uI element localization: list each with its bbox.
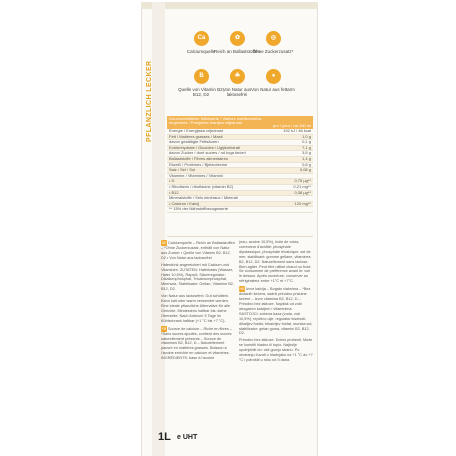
nutrition-row-value: 1,0 g xyxy=(302,133,311,139)
nutrition-row-name: Ballaststoffe / Fibres alimentaires xyxy=(169,155,228,161)
top-seam xyxy=(141,2,318,9)
fiber-icon: ✿ xyxy=(230,31,245,46)
nutrition-row-name: Energie / Energijska vrijednost xyxy=(169,128,224,133)
ingredients-paragraph xyxy=(161,240,235,261)
nutrition-header-title: Durchschnittliche Nährwerte / Valeurs nutritionnelles moyennes / Prosječna hranjiva vrijednost xyxy=(169,116,262,126)
icon-label-no-sugar: Ohne Zuckerzusatz* xyxy=(252,49,294,54)
nutrition-row-value: 1,4 g xyxy=(302,155,311,161)
nutrition-row-value: 192 kJ / 46 kcal xyxy=(283,128,311,133)
nutrition-row-value: 3,5 g xyxy=(302,150,311,156)
nutrition-rows xyxy=(167,129,313,213)
nutrition-row-value: 0,1 g xyxy=(302,139,311,145)
ingredients-paragraph xyxy=(239,286,313,336)
ingredients-right-column xyxy=(239,240,313,365)
icon-label-calcium: Calciumquelle xyxy=(186,49,216,54)
nutrition-row-name: Eiweiß / Protéines / Bjelančevine xyxy=(169,161,228,167)
ingredients-text: Von Natur aus lactosefrei. Gut schütteln. Kann kalt oder warm verwendet werden. Eine ideale pflanzliche Alternative für alle Gerichte. Mindestens haltbar bis: siehe Oberseite. Nach Anbruch 5 Tage im Kühlschrank haltbar (+1 °C bis +7 °C). xyxy=(161,294,231,323)
nutrition-row-name: • D xyxy=(169,178,175,184)
nutrition-row-value: 0,38 µg** xyxy=(294,189,311,195)
language-badge: DE xyxy=(161,241,167,245)
nutrition-row-name: Vitamine / Vitamines / Vitamini xyxy=(169,172,223,178)
language-badge: FR xyxy=(161,326,167,331)
nutrition-row-name: • Riboflavin / riboflavine (vitamin B2) xyxy=(169,183,234,189)
nutrition-row-name: Salz / Sel / Sol xyxy=(169,167,196,173)
icon-label-low-fat: Von Natur aus fettarm xyxy=(251,87,295,92)
lactose-free-icon: ☘ xyxy=(230,69,245,84)
nutrition-row-value: 0,75 µg** xyxy=(294,178,311,184)
ingredients-paragraph xyxy=(239,240,313,284)
nutrition-row-name: ** 15% der Nährstoffbezugswerte xyxy=(169,206,229,212)
icon-label-lactose-free: Von Natur aus laktosefrei xyxy=(222,87,252,98)
icon-label-vitamin: Quelle von Vitamin B2, B12, D2 xyxy=(178,87,224,98)
nutrition-table xyxy=(167,116,313,234)
nutrition-row-name: Kohlenhydrate / Glucides / Ugljikohidrati xyxy=(169,144,240,150)
icon-label-fiber: Reich an Ballaststoffen xyxy=(214,49,260,54)
ingredients-paragraph xyxy=(239,338,313,363)
ingredients-text: (eau, avoine 10,5%), huile de colza, correcteur d'acidité: phosphate dipotassique, phosphate tricalcique, sel de mer, stabilisant: gomme gellane, vitamines B2, B12, D2. Naturellement sans lactose. Bien agiter. Peut être utilisé chaud ou froid. Se consomme de préférence avant le: voir le dessus. Après ouverture, conserver au réfrigérateur entre +1°C et +7°C. xyxy=(239,240,312,284)
nutrition-row-value: 7,1 g xyxy=(302,144,311,150)
ingredients-paragraph xyxy=(161,294,235,323)
ingredients-text: Prirodno bez laktoze. Dobro protresti. Može se koristiti hladno ili toplo. Najbolje upotrijebiti do: vidi gornju stranu. Po otvaranju čuvati u hladnjaku na +1 °C do +7 °C i potrošiti u roku od 5 dana. xyxy=(239,338,313,362)
nutrition-row-name: • Calcium / Kalcij xyxy=(169,200,199,206)
no-sugar-icon: ◎ xyxy=(266,31,281,46)
language-badge: HR xyxy=(239,287,245,292)
vitamin-icon: B xyxy=(194,69,209,84)
nutrition-row-value: 0,8 g xyxy=(302,161,311,167)
nutrition-header-col: pro / pour / na 100 ml xyxy=(272,122,311,128)
nutrition-row-value: 0,21 mg** xyxy=(293,183,311,189)
ingredients-text: Calciumquelle – Reich an Ballaststoffen – *Ohne Zuckerzusatz, enthält von Natur aus Zucker • Quelle von Vitamin B2, B12, D2 • Von Natur aus lactosefrei xyxy=(161,241,235,260)
ingredients-left-column xyxy=(161,240,235,363)
spine-text: PFLANZLICH LECKER xyxy=(146,60,153,142)
ingredients-text: Source de calcium – Riche en fibres – *Sans sucres ajoutés, contient des sucres naturellement présents – Source de vitamines B2, B12, D – Naturellement pauvre en matières grasses. Boisson à l'avoine enrichie en calcium et vitamines. INGRÉDIENTS: base à l'avoine xyxy=(161,326,232,361)
ingredients-text: Haferdrink angereichert mit Calcium und Vitaminen. ZUTATEN: Haferbasis (Wasser, Hafer 10,5%), Rapsöl, Säureregulator: Dikaliumphosphat, Tricalciumphosphat, Meersalz, Stabilisator: Gellan, Vitamine B2, B12, D2. xyxy=(161,262,234,292)
volume-unit: e UHT xyxy=(177,434,198,441)
divider xyxy=(167,236,313,237)
nutrition-row-name: Mineralstoffe / Sels minéraux / Minerali xyxy=(169,195,238,201)
calcium-icon: Ca xyxy=(194,31,209,46)
nutrition-row-name: davon gesättigte Fettsäuren xyxy=(169,139,219,145)
ingredients-paragraph xyxy=(161,326,235,361)
nutrition-row-value: 120 mg** xyxy=(294,200,311,206)
nutrition-row xyxy=(167,207,313,213)
nutrition-row-value: 0,08 g xyxy=(299,167,311,173)
nutrition-row-name: davon Zucker / dont sucres / od toga šećeri xyxy=(169,150,246,156)
ingredients-text: Izvor kalcija – Bogato vlaknima – *Bez dodanih šećera, sadrži prirodno prisutne šećere – Izvor vitamina B2, B12, D – Prirodno bez laktoze. Napitak od zobi obogaćen kalcijem i vitaminima. SASTOJCI: zobena baza (voda, zob 10,5%), repičino ulje, regulator kiselosti: dikalijev fosfat, trikalcijev fosfat, morska sol, stabilizator: gelan guma, vitamini B2, B12, D2. xyxy=(239,287,313,336)
nutrition-row-name: • B12 xyxy=(169,189,179,195)
volume-amount: 1L xyxy=(158,431,171,443)
ingredients-paragraph xyxy=(161,263,235,292)
nutrition-row-name: Fett / Matières grasses / Masti xyxy=(169,133,223,139)
low-fat-icon: ● xyxy=(266,69,281,84)
